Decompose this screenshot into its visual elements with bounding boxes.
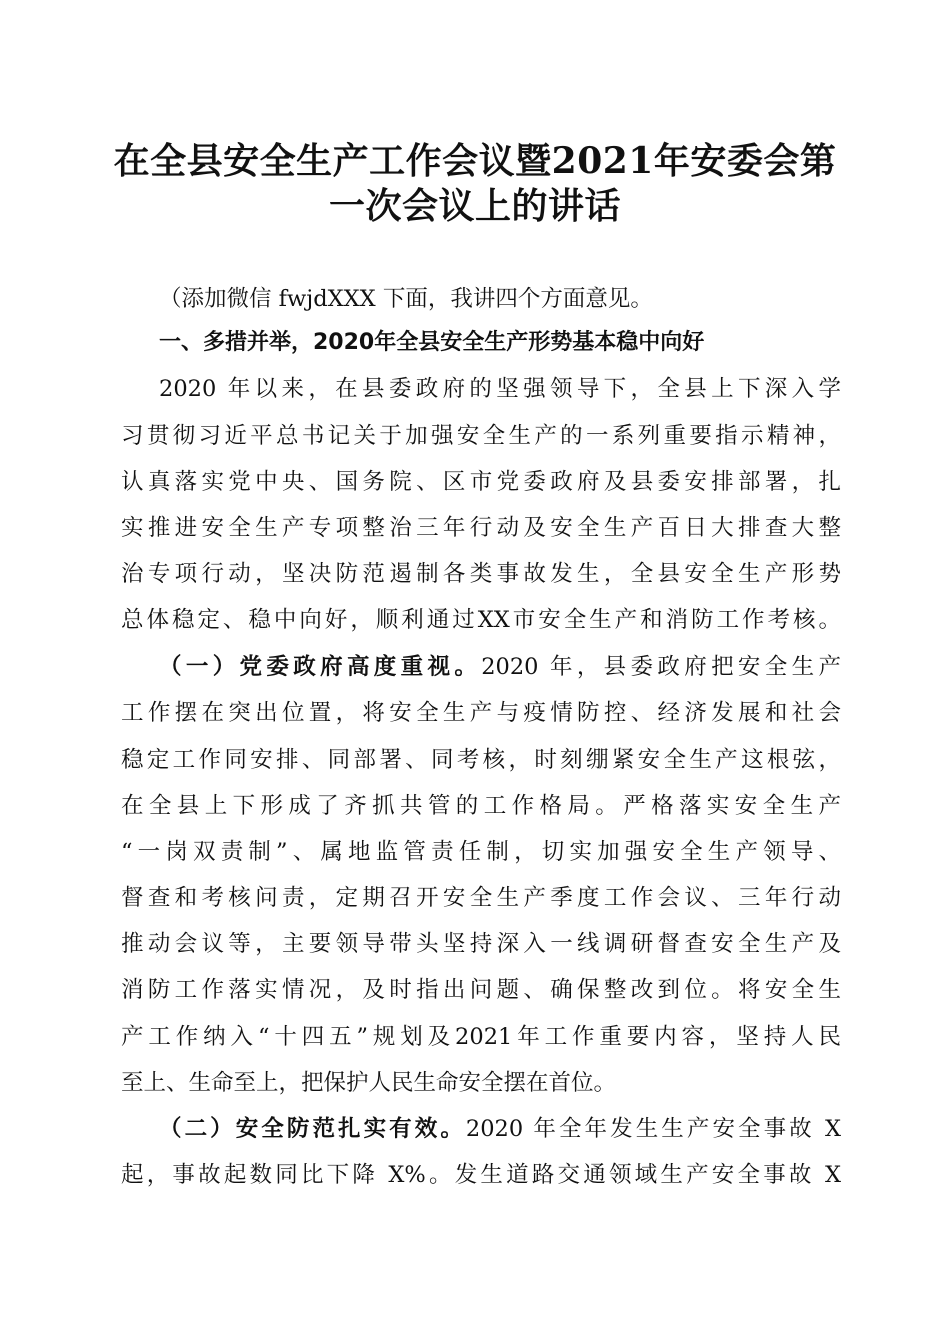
paragraph-line: 起，事故起数同比下降 X%。发生道路交通领域生产安全事故 X: [121, 1162, 841, 1188]
paragraph-line: “一岗双责制”、属地监管责任制，切实加强安全生产领导、: [121, 839, 841, 865]
paragraph-line: 产工作纳入“十四五”规划及2021年工作重要内容，坚持人民: [121, 1024, 841, 1050]
subsection-1-first-text: 2020 年，县委政府把安全生产: [481, 654, 841, 680]
paragraph-line: 至上、生命至上，把保护人民生命安全摆在首位。: [121, 1070, 617, 1096]
subsection-1-heading: （一）党委政府高度重视。: [159, 654, 482, 680]
paragraph-line: 实推进安全生产专项整治三年行动及安全生产百日大排查大整: [121, 515, 841, 541]
paragraph-line: 稳定工作同安排、同部署、同考核，时刻绷紧安全生产这根弦，: [121, 747, 841, 773]
paragraph-line: 在全县上下形成了齐抓共管的工作格局。严格落实安全生产: [121, 793, 841, 819]
paragraph-line: 督查和考核问责，定期召开安全生产季度工作会议、三年行动: [121, 885, 841, 911]
subsection-2-first-line: [159, 1106, 841, 1152]
subsection-1-first-line: [159, 644, 841, 690]
document-title-line-1: 在全县安全生产工作会议暨2021年安委会第: [113, 140, 837, 182]
paragraph-line: 工作摆在突出位置，将安全生产与疫情防控、经济发展和社会: [121, 700, 841, 726]
subsection-2-heading: （二）安全防范扎实有效。: [159, 1116, 466, 1142]
paragraph-line: 2020 年以来，在县委政府的坚强领导下，全县上下深入学: [159, 376, 841, 402]
document-title-line-2: 一次会议上的讲话: [328, 185, 621, 227]
subsection-2-first-text: 2020 年全年发生生产安全事故 X: [465, 1116, 841, 1142]
paragraph-line: 习贯彻习近平总书记关于加强安全生产的一系列重要指示精神，: [121, 423, 841, 449]
paragraph-line: 治专项行动，坚决防范遏制各类事故发生，全县安全生产形势: [121, 561, 841, 587]
paragraph-line: 推动会议等，主要领导带头坚持深入一线调研督查安全生产及: [121, 931, 841, 957]
paragraph-line: 消防工作落实情况，及时指出问题、确保整改到位。将安全生: [121, 977, 841, 1003]
section-heading-1: 一、多措并举，2020年全县安全生产形势基本稳中向好: [159, 330, 705, 355]
intro-paragraph: （添加微信 fwjdXXX 下面，我讲四个方面意见。: [159, 286, 653, 312]
paragraph-line: 认真落实党中央、国务院、区市党委政府及县委安排部署，扎: [121, 469, 841, 495]
paragraph-line: 总体稳定、稳中向好，顺利通过XX市安全生产和消防工作考核。: [121, 607, 841, 633]
